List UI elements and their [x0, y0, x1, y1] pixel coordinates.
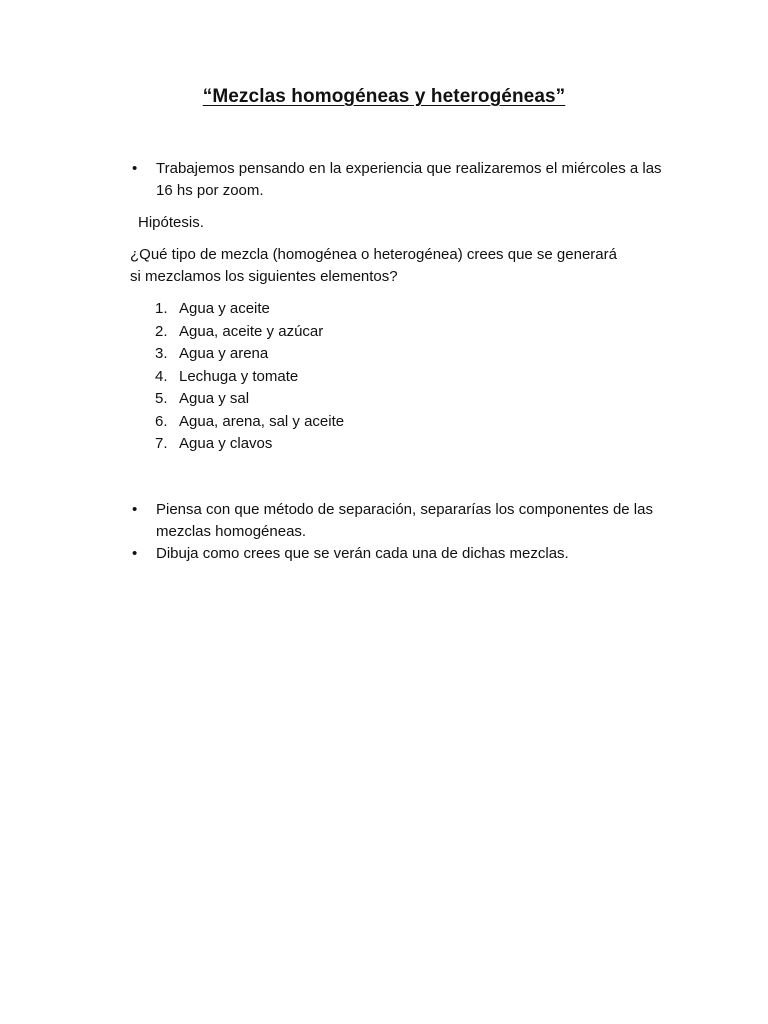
numbered-list: [155, 298, 344, 456]
list-item-text: Agua, aceite y azúcar: [179, 322, 324, 340]
list-number: 7.: [155, 435, 168, 452]
list-item-text: Lechuga y tomate: [179, 367, 299, 385]
list-item: [155, 298, 344, 321]
list-item: [155, 321, 344, 344]
list-item-text: Agua y clavos: [179, 435, 273, 452]
list-item-text: Agua, arena, sal y aceite: [179, 412, 345, 430]
bullet-marker: •: [132, 160, 138, 177]
list-number: 6.: [155, 412, 168, 430]
intro-bullet-list: [130, 158, 670, 202]
list-item: [155, 343, 344, 366]
task-bullet-item: [130, 543, 670, 565]
task-bullet-text: Piensa con que método de separación, separarías los componentes de las mezclas homogéneas.: [156, 501, 653, 540]
list-item-text: Agua y arena: [179, 345, 269, 362]
intro-bullet-text: Trabajemos pensando en la experiencia que realizaremos el miércoles a las 16 hs por zoom.: [156, 160, 662, 199]
bullet-marker: •: [132, 545, 138, 562]
list-item: [155, 388, 344, 411]
list-number: 2.: [155, 322, 168, 340]
list-number: 5.: [155, 390, 168, 407]
task-bullet-item: [130, 499, 670, 543]
list-number: 1.: [155, 300, 168, 317]
list-item: [155, 411, 344, 434]
document-title: “Mezclas homogéneas y heterogéneas”: [202, 86, 566, 107]
list-number: 4.: [155, 367, 168, 385]
list-item: [155, 366, 344, 389]
list-item-text: Agua y aceite: [179, 300, 270, 317]
list-item-text: Agua y sal: [179, 390, 250, 407]
question-text: ¿Qué tipo de mezcla (homogénea o heterogénea) crees que se generará si mezclamos los siguientes elementos?: [130, 246, 617, 285]
intro-bullet-item: [130, 158, 670, 202]
list-number: 3.: [155, 345, 168, 362]
task-bullet-list: [130, 499, 670, 565]
task-bullet-text: Dibuja como crees que se verán cada una de dichas mezclas.: [156, 545, 569, 562]
list-item: [155, 433, 344, 456]
hypothesis-label: Hipótesis.: [138, 214, 204, 231]
bullet-marker: •: [132, 501, 138, 518]
